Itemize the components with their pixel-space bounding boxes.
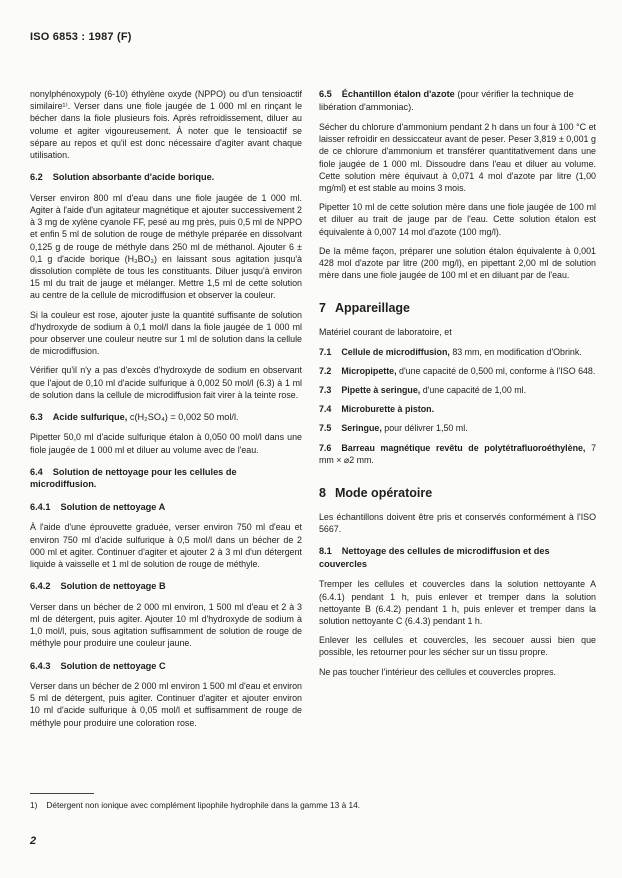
section-number: 8 <box>319 486 326 501</box>
section-number: 6.4.2 <box>30 581 51 592</box>
paragraph-6-4-2: Verser dans un bécher de 2 000 ml environ, 1 500 ml d'eau et 2 à 3 ml de détergent, puis agiter. Ajouter 10 ml d'hydroxyde de sodium à 1,0 mol/l, puis, sous agitation suffisamment de solution de rouge de méthyle pour produire une couleur jaune. <box>30 601 302 649</box>
item-name: Pipette à seringue, <box>341 385 421 396</box>
item-name: Micropipette, <box>341 365 397 376</box>
heading-8-1 <box>319 545 596 570</box>
item-name: Barreau magnétique revêtu de polytétrafluoroéthylène, <box>341 442 586 453</box>
item-description: pour délivrer 1,50 ml. <box>384 423 468 434</box>
footnote-divider <box>30 793 94 794</box>
section-title: Solution de nettoyage B <box>60 581 166 592</box>
heading-6-5 <box>319 88 596 113</box>
apparatus-item-7-6 <box>319 442 596 466</box>
section-number: 6.5 <box>319 89 332 99</box>
paragraph-8-1-enlever: Enlever les cellules et couvercles, les secouer aussi bien que possible, les retourner pour les sécher sur un tissu propre. <box>319 635 596 658</box>
paragraph-6-2-couleur-rose: Si la couleur est rose, ajouter juste la quantité suffisante de solution d'hydroxyde de sodium à 0,1 mol/l dans la fiole jaugée de 1 000 ml pour observer une couleur neutre sur 1 ml de solution dans la cellule de microdiffusion. <box>30 309 302 357</box>
section-title: Nettoyage des cellules de microdiffusion et des couvercles <box>319 546 550 569</box>
heading-6-4-3 <box>30 660 302 673</box>
section-number: 6.2 <box>30 172 43 183</box>
footnote-number: 1) <box>30 800 38 810</box>
paragraph-8-1-ne-pas-toucher: Ne pas toucher l'intérieur des cellules et couvercles propres. <box>319 666 556 677</box>
item-number: 7.4 <box>319 404 332 415</box>
paragraph-tensioactif: nonylphénoxypoly (6-10) éthylène oxyde (NPPO) ou d'un tensioactif similaire¹⁾. Verser dans une fiole jaugée de 1 000 ml en rinçant le bécher dans la fiole plusieurs fois. Après refroidissement, diluer au volume et agiter vigoureusement. À noter que le tensioactif se sépare au repos et qu'il est donc nécessaire d'agiter avant chaque utilisation. <box>30 89 302 161</box>
paragraph-6-5-pipetter: Pipetter 10 ml de cette solution mère dans une fiole jaugée de 100 ml et diluer au trait de jauge par de l'eau. Cette solution étalon est équivalente à 0,007 14 mol d'azote (100 mg/l). <box>319 202 596 237</box>
section-title: Échantillon étalon d'azote <box>341 89 455 99</box>
paragraph-6-4-1: À l'aide d'une éprouvette graduée, verser environ 750 ml d'eau et environ 750 ml d'acide sulfurique à 0,5 mol/l dans un bécher de 2 000 ml et agiter. Continuer d'agiter et ajouter 2 à 3 ml d'un détergent liquide à vaisselle et 1 ml de solution de rouge de méthyle. <box>30 522 302 569</box>
paragraph-6-4-3: Verser dans un bécher de 2 000 ml environ 1 500 ml d'eau et environ 5 ml de détergent, puis agiter. Continuer d'agiter et ajouter environ 10 ml d'acide sulfurique à 0,05 mol/l et suffisamment de rouge de méthyle pour produire une coloration rose. <box>30 681 302 728</box>
section-title: Appareillage <box>334 301 410 316</box>
left-column <box>30 88 302 736</box>
item-description: d'une capacité de 1,00 ml. <box>422 385 527 396</box>
apparatus-item-7-1 <box>319 346 596 358</box>
section-formula: c(H₂SO₄) = 0,002 50 mol/l. <box>129 411 239 422</box>
apparatus-item-7-5 <box>319 422 596 434</box>
item-name: Seringue, <box>341 423 382 434</box>
section-title: Acide sulfurique, <box>52 411 128 422</box>
item-name: Cellule de microdiffusion, <box>341 346 450 357</box>
paragraph-7-materiel: Matériel courant de laboratoire, et <box>319 327 452 338</box>
paragraph-6-2-verification: Vérifier qu'il n'y a pas d'excès d'hydroxyde de sodium en observant que l'ajout de 0,10 ml d'acide sulfurique à 0,002 50 mol/l (6.3) à 1 ml de solution dans la cellule de microdiffusion fait virer à la teinte rose. <box>30 365 302 400</box>
section-number: 8.1 <box>319 546 332 557</box>
heading-7-appareillage <box>319 301 596 316</box>
heading-6-4-1 <box>30 501 302 514</box>
item-name: Microburette à piston. <box>341 404 435 415</box>
section-number: 6.4.3 <box>30 660 51 671</box>
paragraph-6-5-meme-facon: De la même façon, préparer une solution étalon équivalente à 0,001 428 mol d'azote par litre (200 mg/l), en pipettant 2,00 ml de solution mère dans une fiole jaugée de 100 ml et en diluant par de l'eau. <box>319 245 596 281</box>
item-description: d'une capacité de 0,500 ml, conforme à l'ISO 648. <box>399 365 596 376</box>
section-number: 7 <box>319 301 326 316</box>
item-number: 7.5 <box>319 423 332 434</box>
section-number: 6.4 <box>30 466 43 477</box>
section-number: 6.3 <box>30 411 43 422</box>
document-reference: ISO 6853 : 1987 (F) <box>30 31 132 43</box>
right-column <box>319 88 596 736</box>
section-title: Mode opératoire <box>334 486 433 501</box>
heading-6-4-2 <box>30 580 302 593</box>
apparatus-item-7-3 <box>319 384 596 396</box>
item-number: 7.3 <box>319 385 332 396</box>
apparatus-item-7-2 <box>319 365 596 377</box>
heading-8-mode-operatoire <box>319 486 596 501</box>
two-column-body <box>30 88 596 736</box>
item-description: 7 mm × ⌀2 mm. <box>319 442 596 465</box>
section-title: Solution de nettoyage C <box>60 660 166 671</box>
item-number: 7.2 <box>319 365 332 376</box>
section-title: Solution de nettoyage A <box>60 501 166 512</box>
section-subtitle: (pour vérifier la technique de libération d'ammoniac). <box>319 89 574 112</box>
heading-6-3 <box>30 411 302 424</box>
paragraph-8-1-tremper: Tremper les cellules et couvercles dans la solution nettoyante A (6.4.1) pendant 1 h, puis enlever et tremper dans la solution nettoyante B (6.4.2) pendant 1 h, puis enlever et tremper dans la solution nettoyante C (6.4.3) pendant 1 h. <box>319 579 596 627</box>
heading-6-4 <box>30 466 302 491</box>
item-number: 7.1 <box>319 346 332 357</box>
heading-6-2 <box>30 171 302 184</box>
item-number: 7.6 <box>319 442 332 453</box>
paragraph-6-2-preparation: Verser environ 800 ml d'eau dans une fiole jaugée de 1 000 ml. Agiter à l'aide d'un agitateur magnétique et ajouter successivement 2 à 3 mg de xylène cyanole FF, pesé au mg près, puis 0,5 ml de NPPO et enfin 5 ml de solution de rouge de méthyle préparée en dissolvant 0,125 g de rouge de méthyle dans 250 ml de méthanol. Ajouter 6 ± 0,1 g d'acide borique (H₃BO₃) en laissant sous agitation jusqu'à dissolution complète de tous les constituants. Diluer jusqu'à environ 15 ml du trait de jauge et mélanger. Mettre 1,5 ml de cette solution au centre de la cellule de microdiffusion et observer la couleur. <box>30 192 302 301</box>
footnote-label: Détergent non ionique avec complément lipophile hydrophile dans la gamme 13 à 14. <box>46 800 361 810</box>
paragraph-8-echantillons: Les échantillons doivent être pris et conservés conformément à l'ISO 5667. <box>319 512 596 535</box>
footnote-block <box>30 793 590 811</box>
footnote <box>30 800 590 811</box>
item-description: 83 mm, en modification d'Obrink. <box>452 346 582 357</box>
section-number: 6.4.1 <box>30 501 51 512</box>
paragraph-6-3-pipetter: Pipetter 50,0 ml d'acide sulfurique étalon à 0,050 00 mol/l dans une fiole jaugée de 1 000 ml et diluer au volume avec de l'eau. <box>30 432 302 455</box>
page-number: 2 <box>30 835 37 847</box>
paragraph-6-5-secher: Sécher du chlorure d'ammonium pendant 2 h dans un four à 100 °C et laisser refroidir en dessiccateur avant de peser. Peser 3,819 ± 0,001 g de ce chlorure d'ammonium et transférer quantitativement dans une fiole jaugée de 1 000 ml. Dissoudre dans l'eau et diluer au volume. Cette solution mère équivaut à 0,071 4 mol d'azote par litre (1,00 mg/ml) et est stable au moins 3 mois. <box>319 122 596 194</box>
apparatus-item-7-4 <box>319 403 596 415</box>
section-title: Solution de nettoyage pour les cellules de microdiffusion. <box>30 466 237 490</box>
section-title: Solution absorbante d'acide borique. <box>52 172 215 183</box>
